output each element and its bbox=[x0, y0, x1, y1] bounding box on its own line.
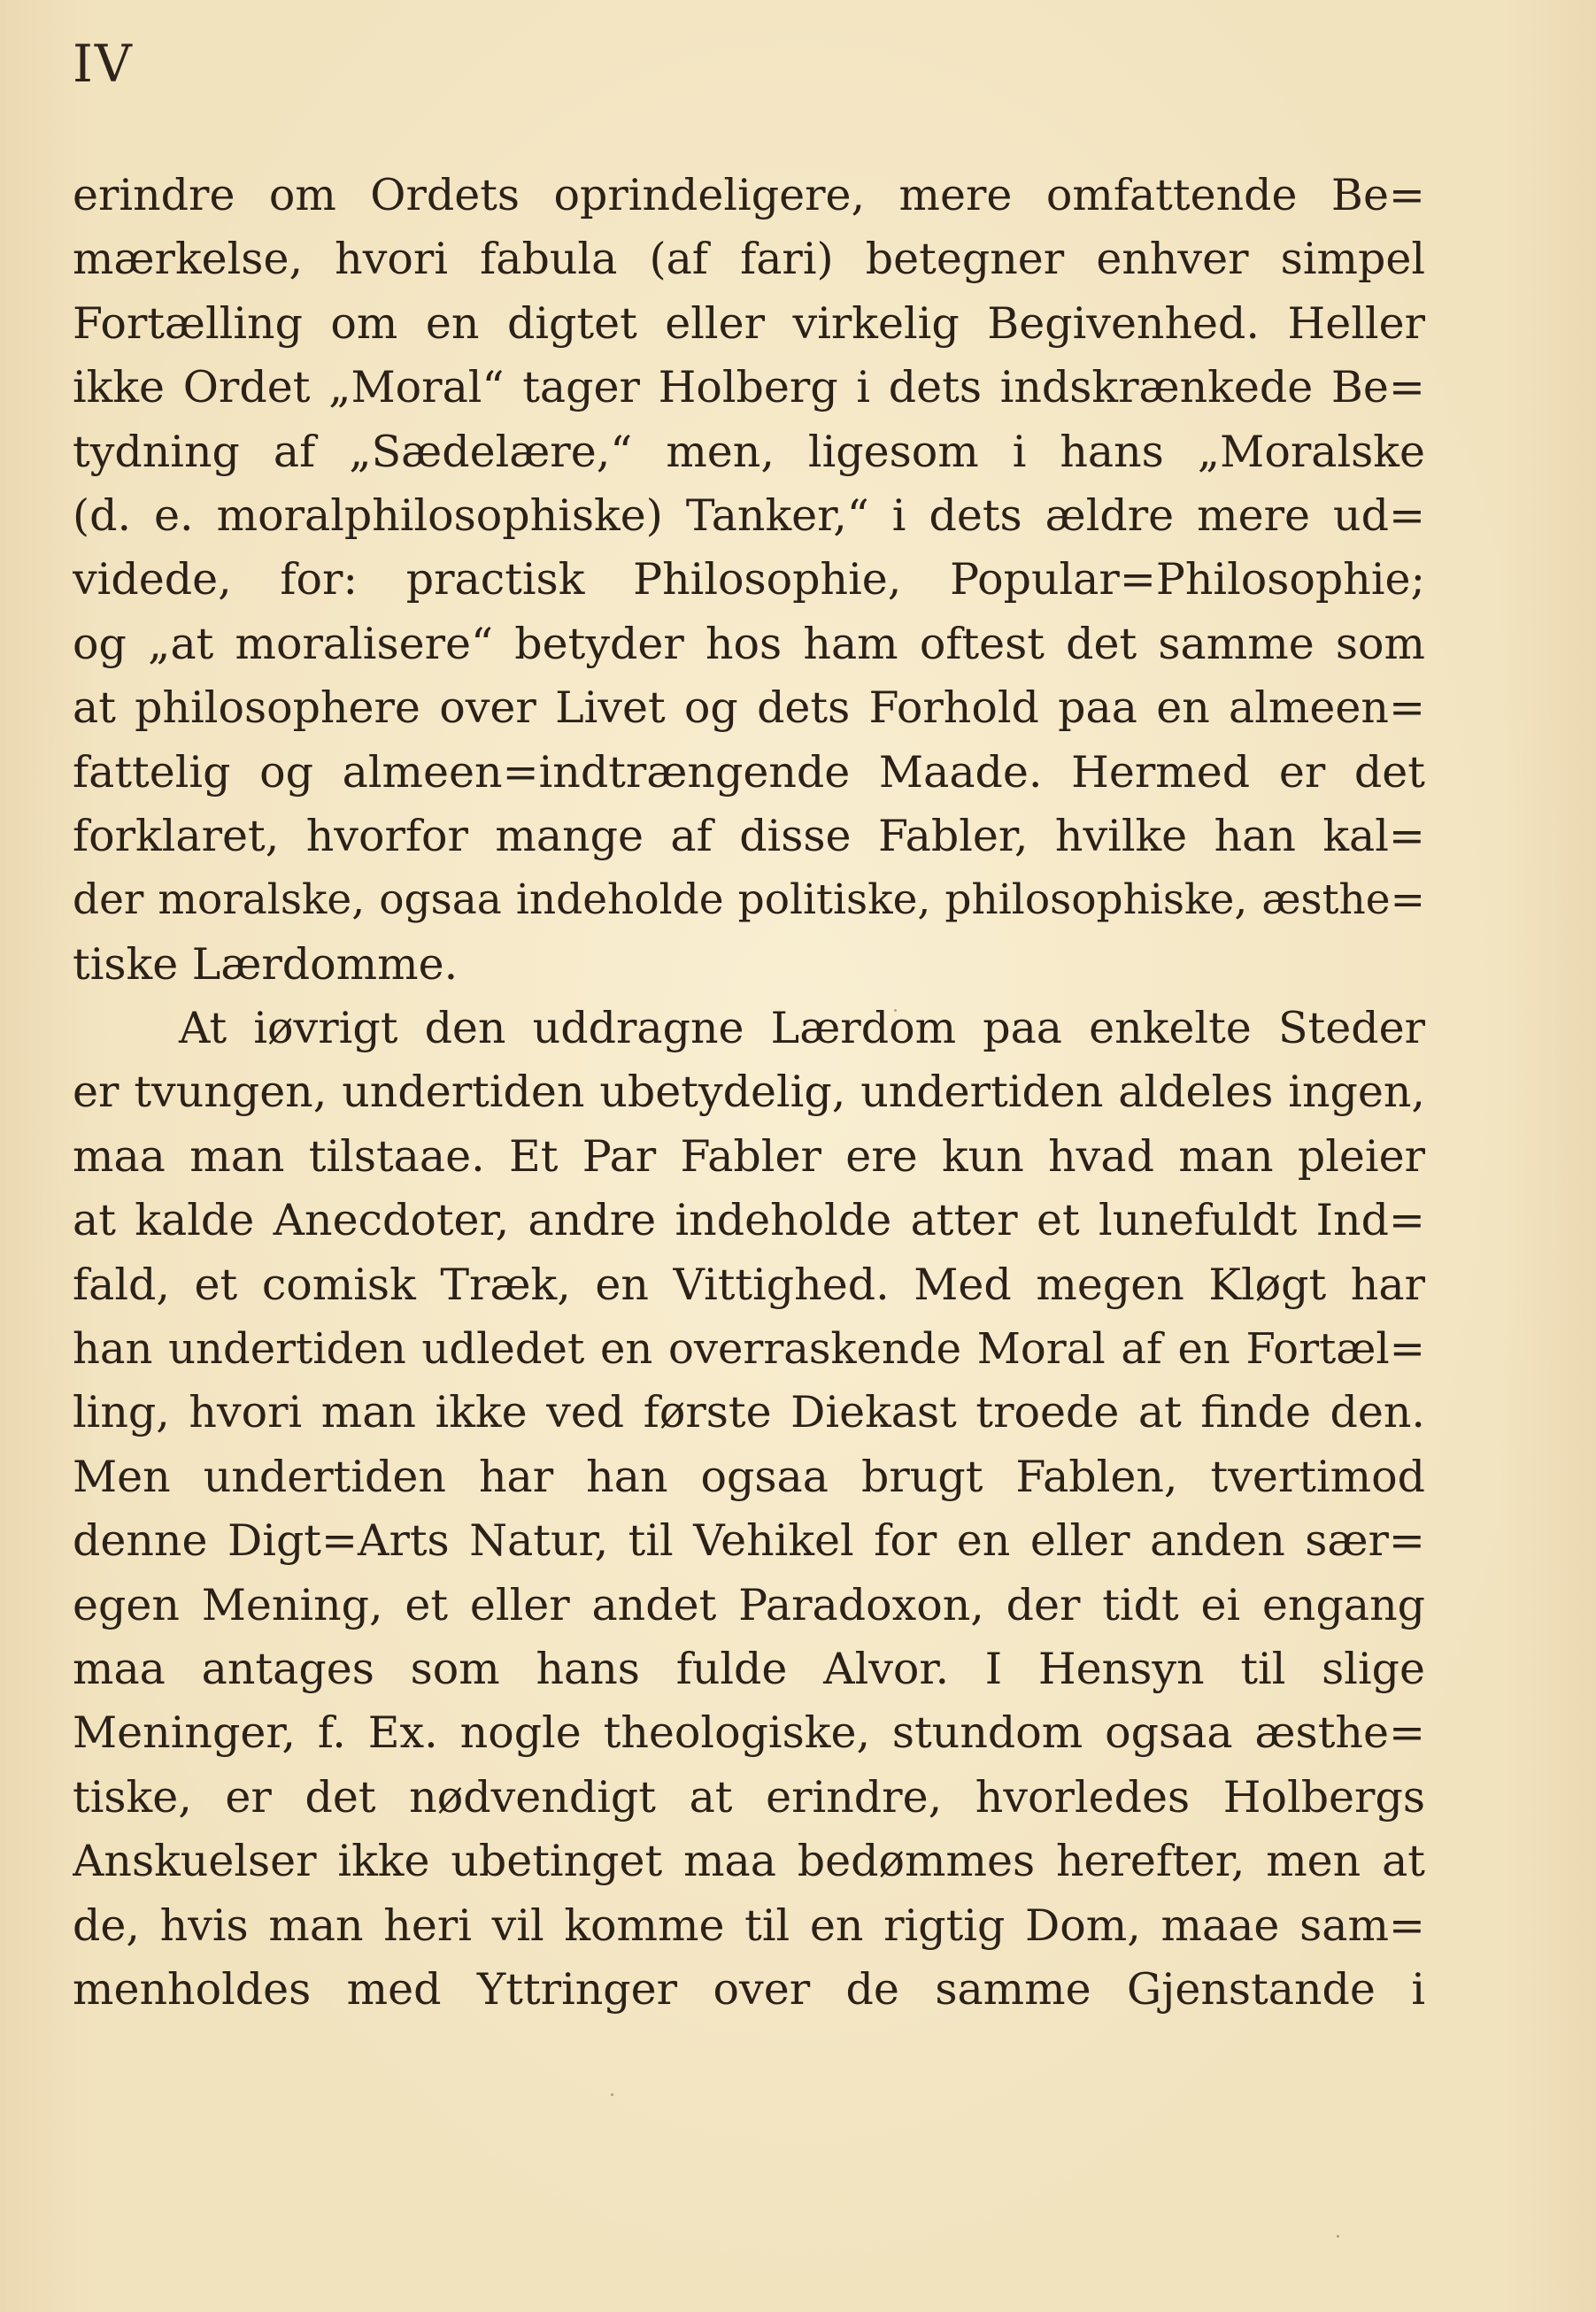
paper-speck bbox=[611, 2093, 613, 2096]
text-line: og „at moralisere“ betyder hos ham oftest det samme som bbox=[73, 618, 1425, 669]
text-line: maa antages som hans fulde Alvor. I Hensyn til slige bbox=[73, 1643, 1425, 1694]
text-line: erindre om Ordets oprindeligere, mere omfattende Be= bbox=[73, 170, 1425, 220]
text-line: at philosophere over Livet og dets Forhold paa en almeen= bbox=[73, 682, 1425, 734]
text-line: de, hvis man heri vil komme til en rigtig Dom, maae sam= bbox=[73, 1900, 1425, 1951]
text-line: Men undertiden har han ogsaa brugt Fablen, tvertimod bbox=[73, 1451, 1425, 1502]
text-line: maa man tilstaae. Et Par Fabler ere kun hvad man pleier bbox=[73, 1130, 1425, 1182]
text-line: egen Mening, et eller andet Paradoxon, der tidt ei engang bbox=[73, 1579, 1425, 1630]
text-line: mærkelse, hvori fabula (af fari) betegner enhver simpel bbox=[73, 234, 1425, 285]
text-line: ikke Ordet „Moral“ tager Holberg i dets indskrænkede Be= bbox=[73, 362, 1425, 413]
text-line: forklaret, hvorfor mange af disse Fabler, hvilke han kal= bbox=[73, 810, 1425, 861]
text-line: tydning af „Sædelære,“ men, ligesom i hans „Moralske bbox=[73, 426, 1425, 477]
text-line: denne Digt=Arts Natur, til Vehikel for en eller anden sær= bbox=[73, 1515, 1425, 1567]
text-line: tiske, er det nødvendigt at erindre, hvorledes Holbergs bbox=[73, 1771, 1425, 1823]
paper-speck bbox=[894, 1009, 897, 1012]
text-line: at kalde Anecdoter, andre indeholde atter et lunefuldt Ind= bbox=[73, 1195, 1425, 1246]
text-line: videde, for: practisk Philosophie, Popular=Philosophie; bbox=[73, 554, 1425, 605]
text-line: der moralske, ogsaa indeholde politiske, philosophiske, æsthe= bbox=[73, 875, 1425, 925]
body-text bbox=[73, 164, 1425, 2022]
text-line: ling, hvori man ikke ved første Diekast troede at finde den. bbox=[73, 1387, 1425, 1438]
page-number: IV bbox=[73, 34, 134, 94]
text-line: Anskuelser ikke ubetinget maa bedømmes herefter, men at bbox=[73, 1836, 1425, 1887]
text-line: fattelig og almeen=indtrængende Maade. Hermed er det bbox=[73, 746, 1425, 798]
text-line: er tvungen, undertiden ubetydelig, undertiden aldeles ingen, bbox=[73, 1067, 1425, 1118]
paragraph-start-line: At iøvrigt den uddragne Lærdom paa enkelte Steder bbox=[179, 1003, 1425, 1054]
text-line: Fortælling om en digtet eller virkelig Begivenhed. Heller bbox=[73, 297, 1425, 349]
text-line: han undertiden udledet en overraskende Moral af en Fortæl= bbox=[73, 1324, 1425, 1375]
paper-speck bbox=[1337, 2235, 1339, 2238]
text-line: fald, et comisk Træk, en Vittighed. Med megen Kløgt har bbox=[73, 1259, 1425, 1310]
paragraph-end-line: tiske Lærdomme. bbox=[73, 938, 459, 990]
text-line: Meninger, f. Ex. nogle theologiske, stundom ogsaa æsthe= bbox=[73, 1707, 1425, 1759]
text-line: (d. e. moralphilosophiske) Tanker,“ i dets ældre mere ud= bbox=[73, 489, 1425, 541]
text-line: menholdes med Yttringer over de samme Gjenstande i bbox=[73, 1963, 1425, 2015]
